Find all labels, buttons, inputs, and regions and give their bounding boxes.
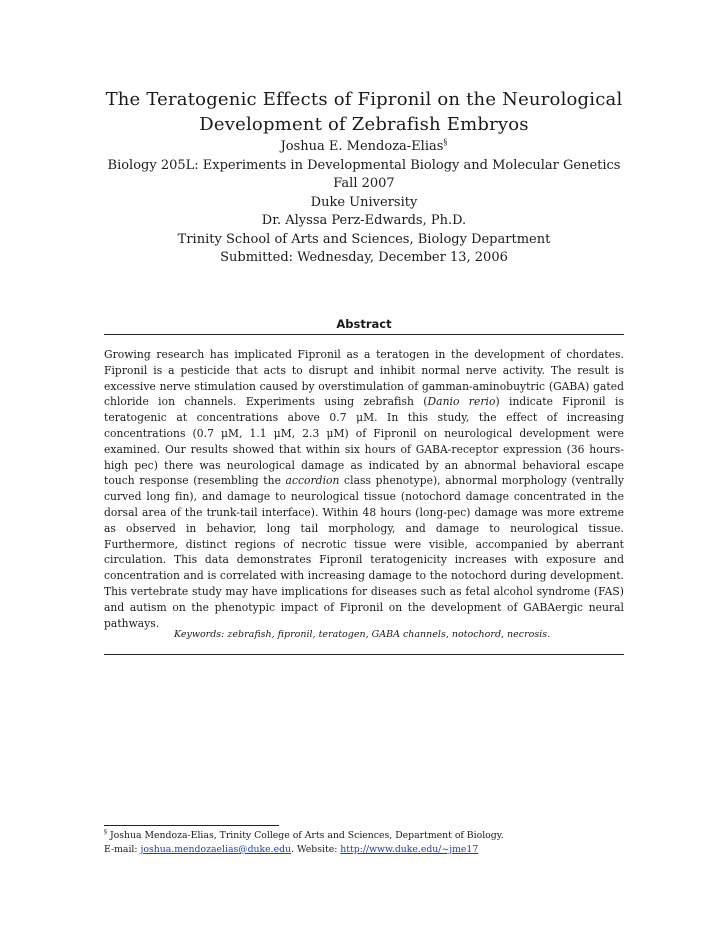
abstract-text-1: Growing research has implicated Fipronil as a teratogen in the development of chordates. Fipronil is a pesticide that acts to disrupt and inhibit normal nerve activity. The result is excessive nerve stimulation caused by overstimulation of gamman-aminobuytric (GABA) gated chloride ion channels. Experiments using zebrafish ( <box>104 348 624 409</box>
abstract-text-3: class phenotype), abnormal morphology (ventrally curved long fin), and damage to neurological tissue (notochord damage concentrated in the dorsal area of the trunk-tail interface). Within 48 hours (long-pec) damage was more extreme as observed in behavior, long tail morphology, and damage to neurological tissue. Furthermore, distinct regions of necrotic tissue were visible, accompanied by aberrant circulation. This data demonstrates Fipronil teratogenicity increases with exposure and concentration and is correlated with increasing damage to the notochord during development. This vertebrate study may have implications for diseases such as fetal alcohol syndrome (FAS) and autism on the phenotypic impact of Fipronil on the development of GABAergic neural pathways. <box>104 474 625 630</box>
footnote-line-1 <box>104 829 624 843</box>
footnote-rule <box>104 825 279 826</box>
abstract-phenotype: accordion <box>285 474 340 488</box>
paper-title <box>104 87 624 137</box>
footnote-mark: § <box>104 828 107 836</box>
course-line: Biology 205L: Experiments in Developmental Biology and Molecular Genetics <box>107 157 621 173</box>
author-line <box>100 138 628 157</box>
email-link[interactable]: joshua.mendozaelias@duke.edu <box>140 844 292 855</box>
footnote-affiliation: Joshua Mendoza-Elias, Trinity College of Arts and Sciences, Department of Biology. <box>107 830 504 841</box>
instructor-line: Dr. Alyssa Perz-Edwards, Ph.D. <box>261 213 467 228</box>
website-label: . Website: <box>291 844 341 855</box>
submitted-line: Submitted: Wednesday, December 13, 2006 <box>220 250 508 265</box>
title-line-1: The Teratogenic Effects of Fipronil on the Neurological <box>105 89 623 110</box>
abstract-text-2: ) indicate Fipronil is teratogenic at concentrations above 0.7 μM. In this study, the effect of increasing concentrations (0.7 μM, 1.1 μM, 2.3 μM) of Fipronil on neurological development were examined. Our results showed that within six hours of GABA-receptor expression (36 hours-high pec) there was neurological damage as indicated by an abnormal behavioral escape touch response (resembling the <box>104 395 624 488</box>
author-footnote-mark: § <box>443 137 448 147</box>
term-line: Fall 2007 <box>333 176 395 191</box>
abstract-species: Danio rerio <box>427 395 496 409</box>
footnote <box>104 829 624 857</box>
school-line: Trinity School of Arts and Sciences, Biology Department <box>177 231 551 247</box>
website-link[interactable]: http://www.duke.edu/~jme17 <box>340 844 479 855</box>
author-info <box>100 138 628 268</box>
university-line: Duke University <box>310 194 418 210</box>
keywords: Keywords: zebrafish, fipronil, teratogen, GABA channels, notochord, necrosis. <box>174 629 551 640</box>
title-line-2: Development of Zebrafish Embryos <box>199 114 529 135</box>
author-name: Joshua E. Mendoza-Elias <box>280 139 444 154</box>
abstract-top-rule <box>104 334 624 335</box>
email-label: E-mail: <box>104 844 141 855</box>
abstract-bottom-rule <box>104 654 624 655</box>
footnote-line-2 <box>104 843 624 857</box>
abstract-heading: Abstract <box>336 317 392 331</box>
abstract-body <box>104 347 624 631</box>
